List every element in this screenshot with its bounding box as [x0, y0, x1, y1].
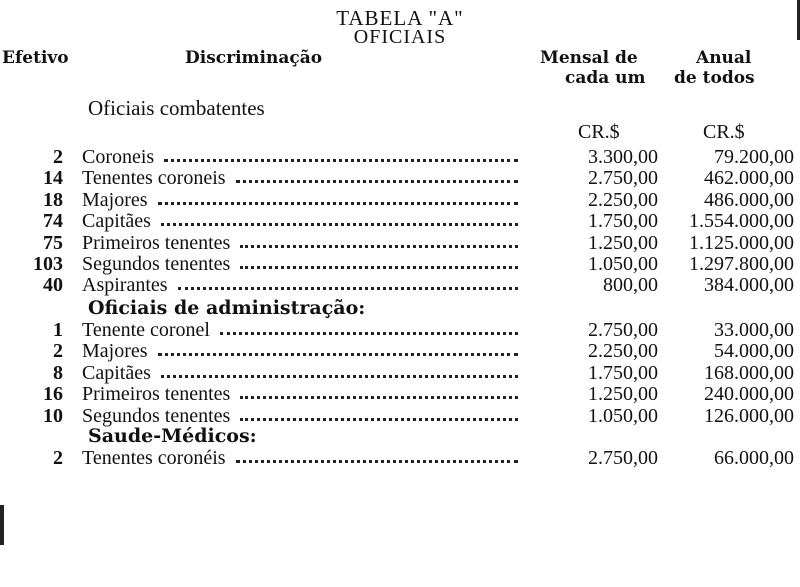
- anual-cell: 168.000,00: [704, 361, 794, 384]
- rank-label: Segundos tenentes: [82, 404, 231, 427]
- anual-cell: 486.000,00: [704, 188, 794, 211]
- discriminacao-cell: [82, 167, 522, 189]
- page-edge: [0, 505, 4, 545]
- discriminacao-cell: [82, 189, 522, 211]
- efetivo-cell: 10: [43, 404, 63, 427]
- discriminacao-cell: [82, 319, 522, 341]
- currency-anual: CR.$: [703, 121, 745, 143]
- table-row: [0, 146, 800, 168]
- anual-cell: 1.125.000,00: [689, 231, 794, 254]
- section-title: Oficiais de administração:: [88, 297, 366, 319]
- anual-cell: 66.000,00: [714, 447, 794, 469]
- efetivo-cell: 18: [43, 188, 63, 211]
- dot-leader: [161, 210, 518, 226]
- anual-cell: 240.000,00: [704, 383, 794, 406]
- table-row: [0, 405, 800, 427]
- table-row: [0, 362, 800, 384]
- rank-label: Majores: [82, 340, 148, 363]
- table-subtitle: OFICIAIS: [353, 26, 447, 48]
- discriminacao-cell: [82, 210, 522, 232]
- rank-label: Segundos tenentes: [82, 253, 231, 275]
- header-anual: Anual: [696, 48, 752, 68]
- dot-leader: [236, 167, 518, 183]
- rank-label: Coroneis: [82, 146, 155, 168]
- dot-leader: [164, 146, 518, 162]
- efetivo-cell: 2: [53, 340, 63, 363]
- efetivo-cell: 16: [43, 383, 63, 406]
- rank-label: Aspirantes: [82, 274, 168, 297]
- dot-leader: [220, 319, 518, 335]
- rank-label: Primeiros tenentes: [82, 231, 231, 254]
- rank-label: Primeiros tenentes: [82, 383, 231, 406]
- discriminacao-cell: [82, 362, 522, 384]
- anual-cell: 384.000,00: [704, 274, 794, 297]
- efetivo-cell: 1: [53, 319, 63, 341]
- discriminacao-cell: [82, 383, 522, 405]
- efetivo-cell: 8: [53, 361, 63, 384]
- discriminacao-cell: [82, 405, 522, 427]
- table-row: [0, 340, 800, 362]
- dot-leader: [161, 362, 518, 378]
- anual-cell: 54.000,00: [714, 340, 794, 363]
- header-discriminacao: Discriminação: [185, 48, 323, 68]
- efetivo-cell: 2: [53, 146, 63, 168]
- dot-leader: [240, 232, 518, 248]
- header-anual-2: de todos: [674, 68, 755, 88]
- rank-label: Tenentes coronéis: [82, 447, 226, 469]
- rank-label: Capitães: [82, 210, 151, 233]
- mensal-cell: 800,00: [603, 274, 658, 297]
- efetivo-cell: 103: [33, 253, 63, 275]
- header-mensal: Mensal de: [540, 48, 638, 68]
- mensal-cell: 1.750,00: [588, 361, 658, 384]
- dot-leader: [158, 340, 518, 356]
- table-row: [0, 447, 800, 469]
- rank-label: Tenente coronel: [82, 319, 210, 341]
- efetivo-cell: 2: [53, 447, 63, 469]
- discriminacao-cell: [82, 253, 522, 275]
- discriminacao-cell: [82, 274, 522, 296]
- section-title: Saude-Médicos:: [88, 425, 257, 447]
- discriminacao-cell: [82, 146, 522, 168]
- table-row: [0, 319, 800, 341]
- mensal-cell: 1.250,00: [588, 231, 658, 254]
- anual-cell: 126.000,00: [704, 404, 794, 427]
- table-row: [0, 253, 800, 275]
- section-title: Oficiais combatentes: [88, 96, 265, 120]
- table-title: TABELA "A": [336, 6, 464, 30]
- anual-cell: 33.000,00: [714, 319, 794, 341]
- dot-leader: [240, 383, 518, 399]
- discriminacao-cell: [82, 340, 522, 362]
- dot-leader: [178, 274, 518, 290]
- table-row: [0, 167, 800, 189]
- mensal-cell: 2.750,00: [588, 319, 658, 341]
- mensal-cell: 2.250,00: [588, 340, 658, 363]
- efetivo-cell: 14: [43, 167, 63, 190]
- dot-leader: [240, 253, 518, 269]
- header-mensal-2: cada um: [565, 68, 646, 88]
- mensal-cell: 2.250,00: [588, 188, 658, 211]
- table-row: [0, 274, 800, 296]
- mensal-cell: 2.750,00: [588, 167, 658, 190]
- table-row: [0, 383, 800, 405]
- dot-leader: [240, 405, 518, 421]
- currency-mensal: CR.$: [578, 121, 620, 143]
- mensal-cell: 1.050,00: [588, 404, 658, 427]
- header-efetivo: Efetivo: [2, 48, 69, 68]
- rank-label: Tenentes coroneis: [82, 167, 226, 190]
- anual-cell: 462.000,00: [704, 167, 794, 190]
- mensal-cell: 1.250,00: [588, 383, 658, 406]
- table-row: [0, 189, 800, 211]
- mensal-cell: 3.300,00: [588, 146, 658, 168]
- table-row: [0, 210, 800, 232]
- rank-label: Capitães: [82, 361, 151, 384]
- efetivo-cell: 75: [43, 231, 63, 254]
- mensal-cell: 2.750,00: [588, 447, 658, 469]
- efetivo-cell: 74: [43, 210, 63, 233]
- table-row: [0, 232, 800, 254]
- mensal-cell: 1.750,00: [588, 210, 658, 233]
- dot-leader: [158, 189, 518, 205]
- discriminacao-cell: [82, 447, 522, 469]
- anual-cell: 1.554.000,00: [689, 210, 794, 233]
- discriminacao-cell: [82, 232, 522, 254]
- mensal-cell: 1.050,00: [588, 253, 658, 275]
- dot-leader: [236, 447, 518, 463]
- rank-label: Majores: [82, 188, 148, 211]
- anual-cell: 1.297.800,00: [689, 253, 794, 275]
- anual-cell: 79.200,00: [714, 146, 794, 168]
- efetivo-cell: 40: [43, 274, 63, 297]
